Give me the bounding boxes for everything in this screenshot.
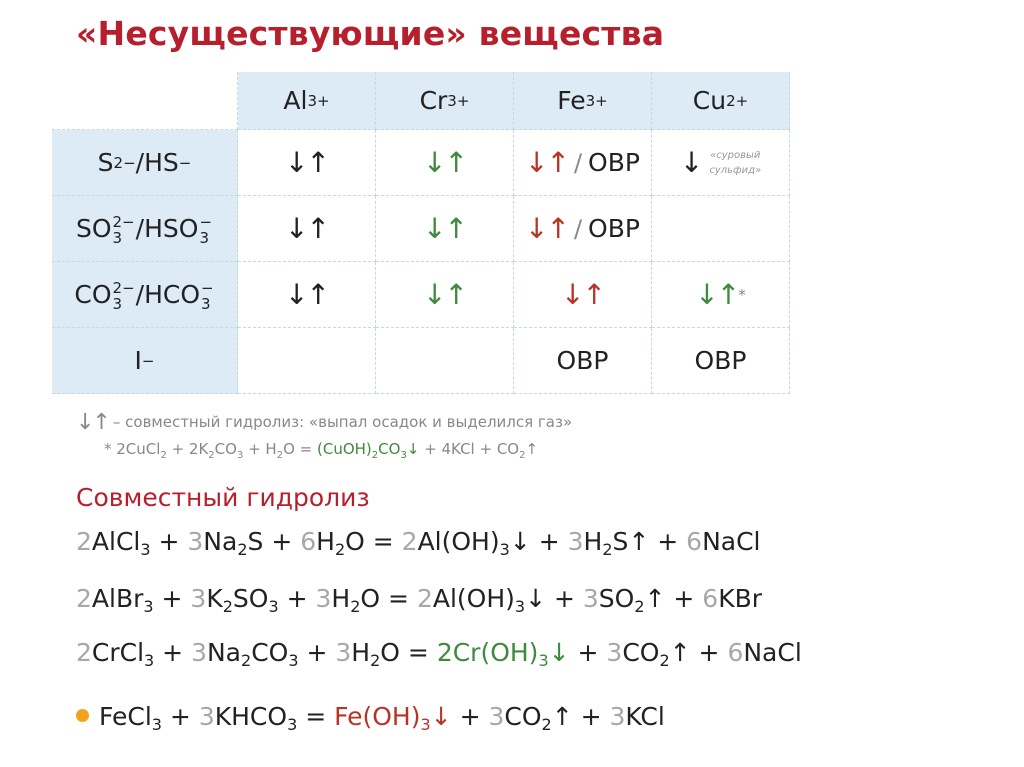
cell-iodide-cr (376, 328, 514, 394)
cell-sulfite-cr: ↓↑ (376, 196, 514, 262)
legend: ↓↑ – совместный гидролиз: «выпал осадок и выделился газ» (76, 410, 573, 435)
cell-sulfite-cu (652, 196, 790, 262)
footnote-equation: * 2CuCl$_2$ + $2K_2CO_3 + H_2O$ = $(CuOH)_2CO_3↓ + 4KCl$ + $CO_2↑$ (104, 440, 539, 461)
header-al: Al 3+ (238, 72, 376, 130)
equation-3: 2CrCl$_3$ + $3Na_2CO_3 + 3H_2O$ = $2Cr(OH)_3↓$ + $3CO_2↑$ + 6NaCl (76, 638, 802, 670)
cell-carbonate-cr: ↓↑ (376, 262, 514, 328)
page-title: «Несуществующие» вещества (76, 14, 665, 53)
row-header-sulfite: SO 2− 3 / HSO − 3 (52, 196, 238, 262)
equation-4: FeCl$_3$ + $3KHCO_3$ = $Fe(OH)_3↓$ + $3CO_2↑ + 3KCl$ (76, 702, 665, 734)
header-cr: Cr 3+ (376, 72, 514, 130)
cell-carbonate-al: ↓↑ (238, 262, 376, 328)
cell-sulfide-fe: ↓↑ / ОВР (514, 130, 652, 196)
cu-sulfide-note: «суровый сульфид» (709, 149, 762, 176)
cell-sulfide-al: ↓↑ (238, 130, 376, 196)
cell-sulfide-cu: ↓ «суровый сульфид» (652, 130, 790, 196)
equation-2: 2AlBr$_3$ + $3K_2SO_3 + 3H_2O$ = $2Al(OH)_3↓$ + $3SO_2↑ + 6KBr$ (76, 584, 763, 616)
cell-iodide-al (238, 328, 376, 394)
bullet-icon (76, 709, 89, 722)
section-title: Совместный гидролиз (76, 483, 370, 512)
cell-carbonate-cu: ↓↑ * (652, 262, 790, 328)
cell-carbonate-fe: ↓↑ (514, 262, 652, 328)
header-cu: Cu 2+ (652, 72, 790, 130)
table-corner (52, 72, 238, 130)
cell-iodide-fe: ОВР (514, 328, 652, 394)
header-fe: Fe 3+ (514, 72, 652, 130)
cell-sulfite-fe: ↓↑ / ОВР (514, 196, 652, 262)
cell-sulfide-cr: ↓↑ (376, 130, 514, 196)
cell-iodide-cu: ОВР (652, 328, 790, 394)
row-header-sulfide: S 2− / HS − (52, 130, 238, 196)
cell-sulfite-al: ↓↑ (238, 196, 376, 262)
solubility-table (52, 72, 790, 394)
row-header-iodide: I − (52, 328, 238, 394)
row-header-carbonate: CO 2− 3 / HCO − 3 (52, 262, 238, 328)
equation-1: 2AlCl$_3$ + $3Na_2S + 6H_2O$ = $2Al(OH)_3↓$ + $3H_2S↑$ + 6NaCl (76, 527, 761, 559)
